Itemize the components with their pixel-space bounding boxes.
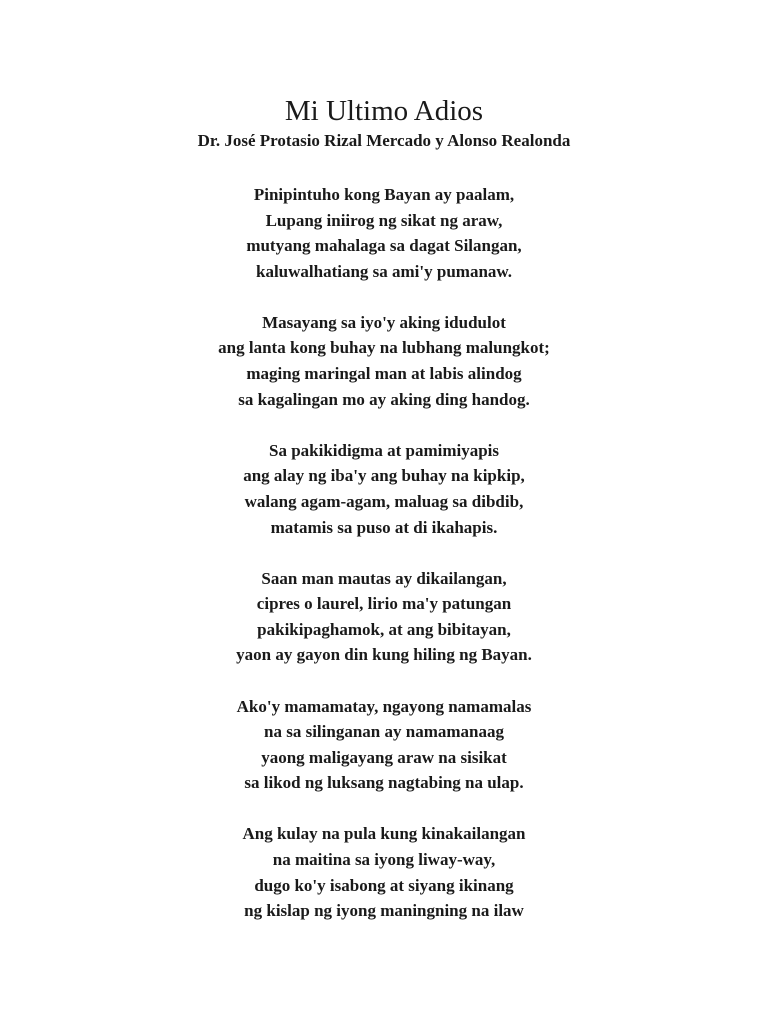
poem-line: na sa silinganan ay namamanaag — [264, 722, 504, 742]
poem-line: Sa pakikidigma at pamimiyapis — [268, 440, 500, 460]
poem-stanza — [0, 182, 768, 284]
poem-line: Masayang sa iyo'y aking idudulot — [262, 312, 506, 332]
poem-line: mutyang mahalaga sa dagat Silangan, — [246, 236, 522, 256]
poem-line: yaong maligayang araw na sisikat — [261, 747, 507, 767]
poem-line: Pinipintuho kong Bayan ay paalam, — [253, 185, 515, 204]
poem-line: Lupang iniirog ng sikat ng araw, — [265, 210, 503, 230]
poem-line: ang lanta kong buhay na lubhang malungkot; — [218, 338, 550, 358]
page-title: Mi Ultimo Adios — [284, 95, 484, 127]
author-line: Dr. José Protasio Rizal Mercado y Alonso Realonda — [197, 131, 571, 150]
poem-line: pakikipaghamok, at ang bibitayan, — [257, 619, 511, 639]
poem-line: matamis sa puso at di ikahapis. — [270, 517, 498, 537]
poem-line: Ako'y mamamatay, ngayong namamalas — [236, 696, 532, 716]
poem-line: Ang kulay na pula kung kinakailangan — [242, 824, 526, 844]
poem-line: maging maringal man at labis alindog — [246, 364, 522, 384]
poem-line: cipres o laurel, lirio ma'y patungan — [256, 594, 512, 614]
poem-line: Saan man mautas ay dikailangan, — [261, 568, 507, 588]
poem-stanza — [0, 694, 768, 796]
poem-line: dugo ko'y isabong at siyang ikinang — [254, 875, 514, 895]
poem-stanza — [0, 566, 768, 668]
poem-line: ng kislap ng iyong maningning na ilaw — [244, 901, 524, 921]
poem-stanza — [0, 310, 768, 412]
poem-line: yaon ay gayon din kung hiling ng Bayan. — [236, 645, 532, 665]
poem-line: na maitina sa iyong liway-way, — [272, 849, 496, 869]
poem-stanza — [0, 438, 768, 540]
poem-stanza — [0, 821, 768, 923]
poem-line: walang agam-agam, maluag sa dibdib, — [244, 491, 524, 511]
poem-line: ang alay ng iba'y ang buhay na kipkip, — [243, 466, 525, 486]
poem-body — [0, 182, 768, 949]
poem-line: sa kagalingan mo ay aking ding handog. — [238, 389, 530, 409]
poem-line: sa likod ng luksang nagtabing na ulap. — [244, 773, 524, 793]
poem-line: kaluwalhatiang sa ami'y pumanaw. — [255, 261, 512, 281]
